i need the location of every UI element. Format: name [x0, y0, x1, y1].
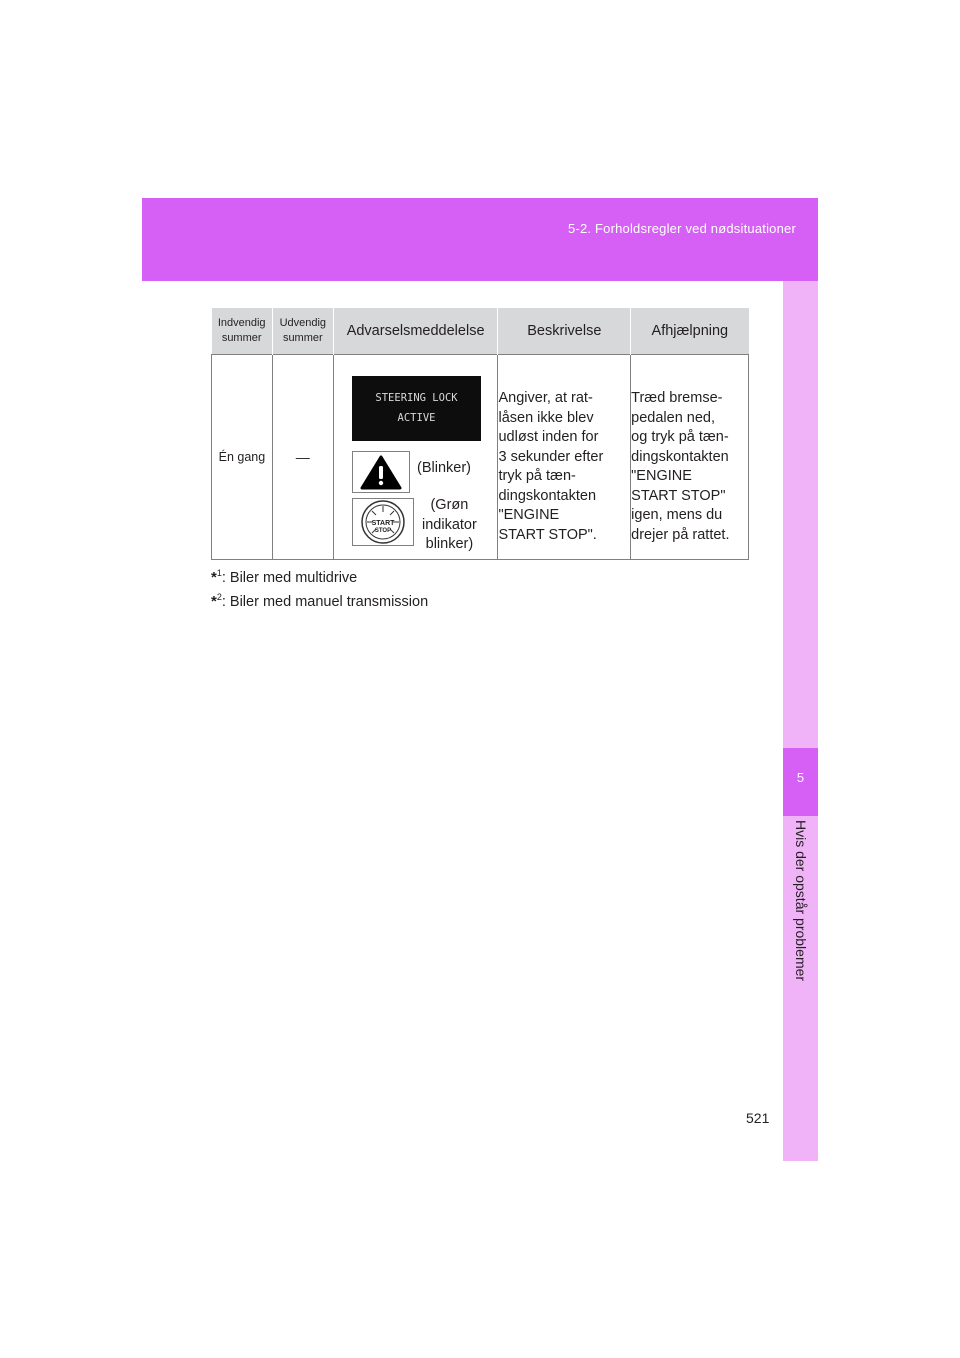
description-line: Angiver, at rat- — [498, 390, 593, 406]
remedy-line: Træd bremse- — [631, 390, 723, 406]
footnotes — [211, 564, 428, 612]
cell-inner-buzzer: Én gang — [212, 355, 273, 560]
description-line: "ENGINE — [498, 507, 560, 523]
footnote-2: *$^2$: Biler med manuel transmission — [211, 591, 429, 610]
table-header-row — [212, 308, 749, 355]
remedy-line: dingskontakten — [631, 448, 729, 465]
start-stop-icon — [352, 498, 414, 546]
description-line: dingskontakten — [498, 487, 597, 504]
remedy-line: og tryk på tæn- — [631, 429, 729, 445]
cell-description — [498, 355, 631, 560]
cell-outer-buzzer: — — [272, 355, 333, 560]
chapter-title-box — [783, 816, 818, 1161]
chapter-tab[interactable] — [783, 748, 818, 816]
chapter-number: 5 — [796, 770, 805, 785]
description-line: START STOP". — [498, 526, 597, 543]
description-line: 3 sekunder efter — [498, 448, 604, 465]
cell-remedy — [631, 355, 749, 560]
warning-triangle-icon — [352, 451, 410, 493]
remedy-line: pedalen ned, — [631, 409, 716, 426]
blink-label: (Blinker) — [417, 460, 471, 476]
description-line: udløst inden for — [498, 429, 599, 445]
remedy-line: START STOP" — [631, 487, 726, 504]
header-inner-buzzer: Indvendig summer — [212, 308, 273, 355]
green-indicator-label: (Grøn indikator blinker) — [422, 497, 477, 552]
remedy-line: igen, mens du — [631, 507, 723, 523]
header-description: Beskrivelse — [498, 308, 631, 355]
description-line: låsen ikke blev — [498, 409, 594, 426]
svg-text:STOP: STOP — [374, 528, 392, 534]
header-outer-buzzer: Udvendig summer — [272, 308, 333, 355]
description-line: tryk på tæn- — [498, 468, 576, 484]
remedy-line: "ENGINE — [631, 468, 692, 484]
remedy-line: drejer på rattet. — [631, 526, 730, 543]
header-band — [142, 198, 818, 281]
section-title: 5-2. Forholdsregler ved nødsituationer — [568, 221, 796, 236]
steering-lock-display: STEERING LOCK ACTIVE — [352, 376, 481, 441]
header-remedy: Afhjælpning — [631, 308, 749, 355]
svg-text:START: START — [371, 520, 395, 527]
footnote-1: *$^1$: Biler med multidrive — [211, 568, 358, 586]
chapter-title: Hvis der opstår problemer — [792, 820, 809, 982]
header-message: Advarselsmeddelelse — [333, 308, 498, 355]
page-number: 521 — [746, 1110, 770, 1126]
